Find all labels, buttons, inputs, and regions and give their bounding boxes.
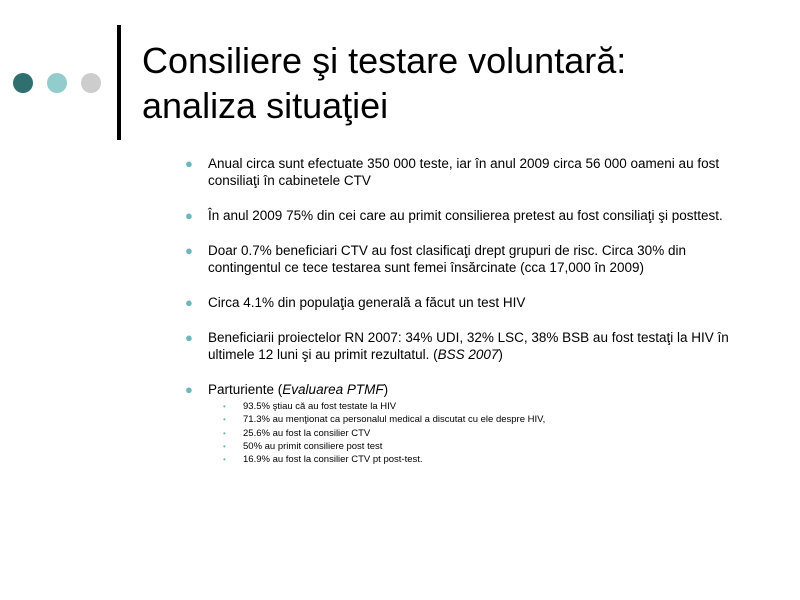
bullet-text-before: Parturiente ( — [208, 382, 283, 397]
sub-bullet-dot-icon: • — [223, 441, 226, 451]
bullet-text-after: ) — [383, 382, 389, 397]
slide-title — [142, 38, 782, 128]
bullet-item-general-population — [184, 294, 754, 311]
bullet-item-risk-groups — [184, 242, 754, 276]
decorative-dot-teal — [47, 73, 67, 93]
bullet-dot-icon: ● — [185, 208, 193, 223]
sub-bullet-item — [221, 400, 754, 413]
bullet-dot-icon: ● — [185, 243, 193, 258]
bullet-text: Doar 0.7% beneficiari CTV au fost clasificaţi drept grupuri de risc. Circa 30% din contingentul ce tece testarea sunt femei însărcinate (cca 17,000 în 2009) — [208, 243, 686, 275]
sub-bullet-item — [221, 413, 754, 426]
bullet-item-parturients — [184, 381, 754, 466]
sub-bullet-item — [221, 453, 754, 466]
bullet-text-source: BSS 2007 — [437, 347, 499, 362]
slide-title-line-1: Consiliere şi testare voluntară: — [142, 40, 627, 81]
sub-bullet-item — [221, 440, 754, 453]
sub-bullet-list — [208, 400, 754, 466]
sub-bullet-text: 71.3% au menţionat ca personalul medical a discutat cu ele despre HIV, — [243, 414, 546, 426]
bullet-text: În anul 2009 75% din cei care au primit consilierea pretest au fost consiliaţi şi posttest. — [208, 208, 723, 223]
bullet-item-rn-projects — [184, 329, 754, 363]
bullet-dot-icon: ● — [185, 295, 193, 310]
bullet-dot-icon: ● — [185, 156, 193, 171]
sub-bullet-text: 50% au primit consiliere post test — [243, 440, 383, 452]
sub-bullet-dot-icon: • — [223, 455, 226, 465]
sub-bullet-dot-icon: • — [223, 415, 226, 425]
bullet-text-after: ) — [498, 347, 503, 362]
bullet-text: Circa 4.1% din populaţia generală a făcut un test HIV — [208, 295, 526, 310]
slide-title-line-2: analiza situaţiei — [142, 85, 389, 126]
bullet-dot-icon: ● — [185, 330, 193, 345]
bullet-text-source: Evaluarea PTMF — [282, 382, 384, 397]
sub-bullet-text: 93.5% ştiau că au fost testate la HIV — [243, 401, 397, 412]
sub-bullet-text: 25.6% au fost la consilier CTV — [243, 427, 371, 439]
bullet-list — [184, 155, 754, 484]
bullet-text-before: Beneficiarii proiectelor RN 2007: 34% UDI, 32% LSC, 38% BSB au fost testaţi la HIV în ultimele 12 luni şi au primit rezultatul. ( — [208, 330, 729, 362]
sub-bullet-dot-icon: • — [223, 402, 226, 411]
bullet-item-annual-tests — [184, 155, 754, 189]
bullet-item-posttest — [184, 207, 754, 224]
bullet-dot-icon: ● — [185, 382, 193, 397]
sub-bullet-dot-icon: • — [223, 428, 226, 438]
title-divider — [117, 25, 121, 140]
sub-bullet-item — [221, 427, 754, 440]
bullet-text: Anual circa sunt efectuate 350 000 teste, iar în anul 2009 circa 56 000 oameni au fost consiliaţi în cabinetele CTV — [208, 156, 720, 188]
decorative-dot-dark — [13, 73, 33, 93]
decorative-dot-gray — [81, 73, 101, 93]
sub-bullet-text: 16.9% au fost la consilier CTV pt post-test. — [243, 454, 423, 466]
